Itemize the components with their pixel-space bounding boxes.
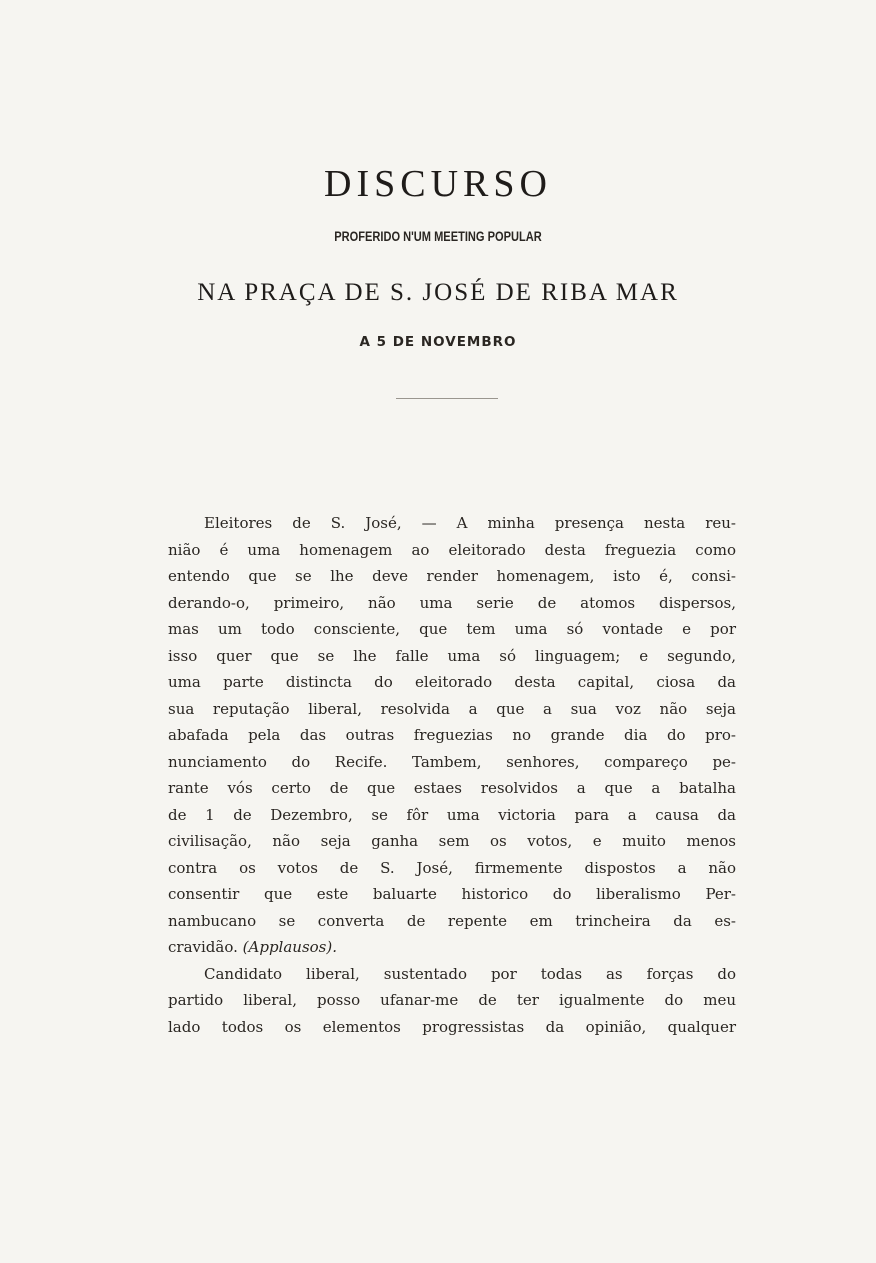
text-line: Eleitores de S. José, — A minha presença nesta reu- — [204, 514, 736, 532]
text-line-last — [168, 934, 736, 961]
text-line: abafada pela das outras freguezias no grande dia do pro- — [168, 726, 736, 744]
divider-rule — [396, 398, 498, 399]
speech-body — [168, 510, 736, 1040]
text-line: entendo que se lhe deve render homenagem, isto é, consi- — [168, 567, 736, 585]
text-line: lado todos os elementos progressistas da opinião, qualquer — [168, 1017, 736, 1036]
date-heading: A 5 DE NOVEMBRO — [359, 334, 517, 350]
page-subtitle: PROFERIDO N'UM MEETING POPULAR — [334, 229, 542, 244]
text-line: nambucano se converta de repente em trincheira da es- — [168, 911, 736, 930]
text-line: partido liberal, posso ufanar-me de ter igualmente do meu — [168, 991, 736, 1009]
text-line: nunciamento do Recife. Tambem, senhores, compareço pe- — [168, 752, 736, 771]
applause-note: (Applausos). — [242, 938, 337, 956]
text-line: sua reputação liberal, resolvida a que a sua voz não seja — [168, 699, 736, 718]
place-heading: NA PRAÇA DE S. JOSÉ DE RIBA MAR — [197, 279, 679, 306]
text-line: contra os votos de S. José, firmemente dispostos a não — [168, 858, 736, 877]
paragraph-end-text: cravidão. — [168, 938, 238, 956]
text-line: mas um todo consciente, que tem uma só vontade e por — [168, 620, 736, 638]
text-line: rante vós certo de que estaes resolvidos a que a batalha — [168, 779, 736, 797]
text-line: uma parte distincta do eleitorado desta capital, ciosa da — [168, 673, 736, 691]
text-line: isso quer que se lhe falle uma só linguagem; e segundo, — [168, 646, 736, 665]
page-title: DISCURSO — [324, 163, 552, 205]
text-line: nião é uma homenagem ao eleitorado desta freguezia como — [168, 540, 736, 559]
text-line: civilisação, não seja ganha sem os votos, e muito menos — [168, 832, 736, 850]
text-line: consentir que este baluarte historico do liberalismo Per- — [168, 885, 736, 903]
text-line: Candidato liberal, sustentado por todas as forças do — [204, 964, 736, 983]
text-line: de 1 de Dezembro, se fôr uma victoria para a causa da — [168, 805, 736, 824]
text-line: derando-o, primeiro, não uma serie de atomos dispersos, — [168, 593, 736, 612]
